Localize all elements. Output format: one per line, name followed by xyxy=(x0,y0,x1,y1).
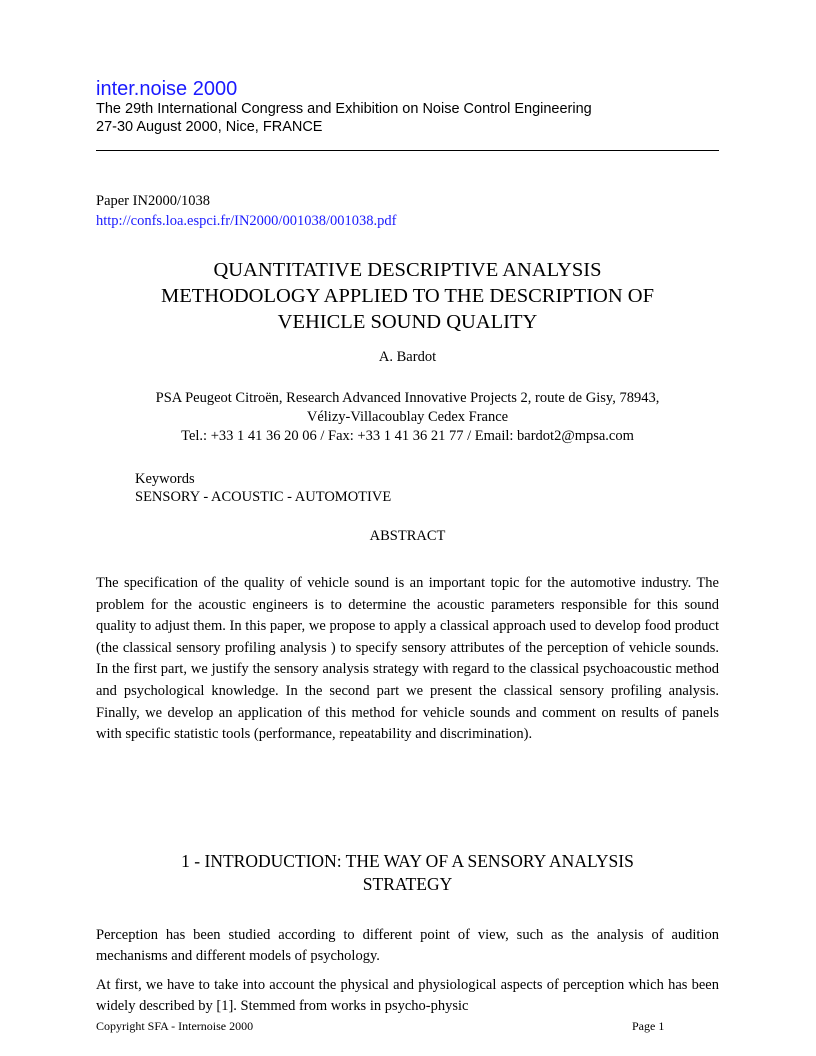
paper-title xyxy=(96,257,719,335)
section-heading-line: 1 - INTRODUCTION: THE WAY OF A SENSORY ANALYSIS xyxy=(181,851,634,871)
title-line: METHODOLOGY APPLIED TO THE DESCRIPTION OF xyxy=(161,285,654,307)
intro-paragraph: At first, we have to take into account the physical and physiological aspects of perception which has been widely described by [1]. Stemmed from works in psycho-physic xyxy=(96,977,719,1014)
intro-paragraph: Perception has been studied according to different point of view, such as the analysis of audition mechanisms and different models of psychology. xyxy=(96,927,719,964)
keywords-values: SENSORY - ACOUSTIC - AUTOMOTIVE xyxy=(135,489,392,505)
header-divider xyxy=(96,150,719,151)
abstract-heading: ABSTRACT xyxy=(369,528,446,544)
section-heading xyxy=(96,850,719,896)
affiliation-line: Vélizy-Villacoublay Cedex France xyxy=(306,409,509,425)
affiliation-line: PSA Peugeot Citroën, Research Advanced Innovative Projects 2, route de Gisy, 78943, xyxy=(155,390,660,406)
keywords-label: Keywords xyxy=(135,471,195,487)
paper-url-link[interactable]: http://confs.loa.espci.fr/IN2000/001038/001038.pdf xyxy=(96,213,397,229)
conference-name: inter.noise 2000 xyxy=(96,78,238,100)
title-line: VEHICLE SOUND QUALITY xyxy=(277,311,538,333)
title-line: QUANTITATIVE DESCRIPTIVE ANALYSIS xyxy=(213,259,602,281)
affiliation xyxy=(96,389,719,446)
conference-subtitle: The 29th International Congress and Exhibition on Noise Control Engineering xyxy=(96,101,592,117)
footer-copyright: Copyright SFA - Internoise 2000 xyxy=(96,1019,254,1033)
affiliation-contact: Tel.: +33 1 41 36 20 06 / Fax: +33 1 41 36 21 77 / Email: bardot2@mpsa.com xyxy=(181,428,634,444)
abstract-body: The specification of the quality of vehicle sound is an important topic for the automotive industry. The problem for the acoustic engineers is to determine the acoustic parameters responsible for this sound quality to adjust them. In this paper, we propose to apply a classical approach used to develop food product (the classical sensory profiling analysis ) to specify sensory attributes of the perception of vehicle sounds. In the first part, we justify the sensory analysis strategy with regard to the classical psychoacoustic method and psychological knowledge. In the second part we present the classical sensory profiling analysis. Finally, we develop an application of this method for vehicle sounds and comment on results of panels with specific statistic tools (performance, repeatability and discrimination). xyxy=(96,575,719,743)
author-name: A. Bardot xyxy=(378,349,437,365)
conference-dates: 27-30 August 2000, Nice, FRANCE xyxy=(96,119,323,135)
footer-page-number: Page 1 xyxy=(632,1019,665,1033)
paper-id: Paper IN2000/1038 xyxy=(96,193,210,209)
section-heading-line: STRATEGY xyxy=(362,874,453,894)
